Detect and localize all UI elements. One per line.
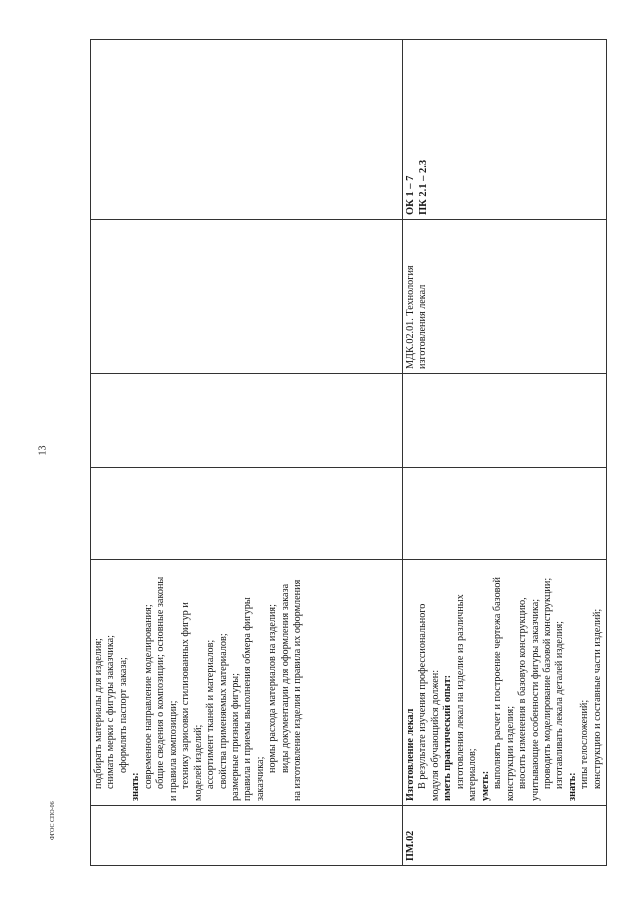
hours-required-cell (91, 374, 403, 468)
knowledge-line: современное направление моделирования; (142, 604, 154, 789)
competencies-cell (91, 40, 403, 220)
knowledge-line: нормы расхода материалов на изделия; (267, 604, 279, 773)
knowledge-line: модуля обучающийся должен: (429, 669, 441, 801)
knowledge-line: материалов; (467, 748, 479, 801)
knowledge-line: размерные признаки фигуры; (229, 673, 241, 801)
knowledge-line: изготовления лекал на изделие из различных (454, 594, 466, 789)
knowledge-line: оформлять паспорт заказа; (117, 657, 129, 773)
knowledge-line: общие сведения о композиции; основные законы (155, 576, 167, 789)
rotated-page-content (90, 40, 603, 866)
knowledge-line: конструкции изделия; (504, 705, 516, 801)
discipline-cell (91, 220, 403, 374)
knowledge-line: уметь: (479, 770, 491, 801)
knowledge-line: ассортимент тканей и материалов; (205, 639, 217, 789)
competencies-cell: ОК 1 – 7 ПК 2.1 – 2.3 (403, 40, 607, 220)
footer-code: ФГОС СПО-06 (50, 801, 56, 840)
knowledge-line: типы телосложений; (579, 699, 591, 789)
page-number: 13 (37, 445, 49, 456)
knowledge-line: выполнять расчет и построение чертежа базовой (492, 577, 504, 789)
knowledge-line: проводить моделирование базовой конструкции; (541, 577, 553, 789)
knowledge-skills-cell (403, 560, 607, 806)
knowledge-line: моделей изделий; (192, 724, 204, 801)
knowledge-line: знать: (130, 772, 142, 801)
knowledge-line: свойства применяемых материалов; (217, 633, 229, 789)
knowledge-line: Изготовление лекал (405, 708, 416, 801)
knowledge-line: подбирать материалы для изделия; (93, 638, 104, 789)
knowledge-line: технику зарисовки стилизованных фигур и (180, 602, 192, 789)
discipline-cell: МДК.02.01. Технология изготовления лекал (403, 220, 607, 374)
knowledge-line: и правила композиции; (167, 700, 179, 801)
knowledge-line: иметь практический опыт: (442, 674, 454, 801)
knowledge-line: конструкцию и составные части изделий; (591, 608, 603, 789)
knowledge-line: В результате изучения профессионального (417, 603, 429, 789)
hours-required-cell (403, 374, 607, 468)
knowledge-skills-cell (91, 560, 403, 806)
table-row (403, 40, 607, 866)
knowledge-line: виды документации для оформления заказа (279, 583, 291, 773)
knowledge-line: правила и приемы выполнения обмера фигуры (242, 597, 254, 801)
knowledge-line: изготавливать лекала деталей изделия; (554, 621, 566, 789)
hours-max-cell (91, 468, 403, 560)
knowledge-line: знать: (566, 772, 578, 801)
knowledge-line: вносить изменения в базовую конструкцию, (517, 597, 529, 789)
module-code-cell: ПМ.02 (403, 806, 607, 866)
module-code-cell (91, 806, 403, 866)
curriculum-table (90, 39, 607, 866)
table-row (91, 40, 403, 866)
hours-max-cell (403, 468, 607, 560)
knowledge-line: на изготовление изделия и правила их оформления (292, 579, 304, 801)
knowledge-line: заказчика; (254, 756, 266, 801)
knowledge-line: снимать мерки с фигуры заказчика; (105, 634, 117, 789)
knowledge-line: учитывающие особенности фигуры заказчика; (529, 598, 541, 801)
